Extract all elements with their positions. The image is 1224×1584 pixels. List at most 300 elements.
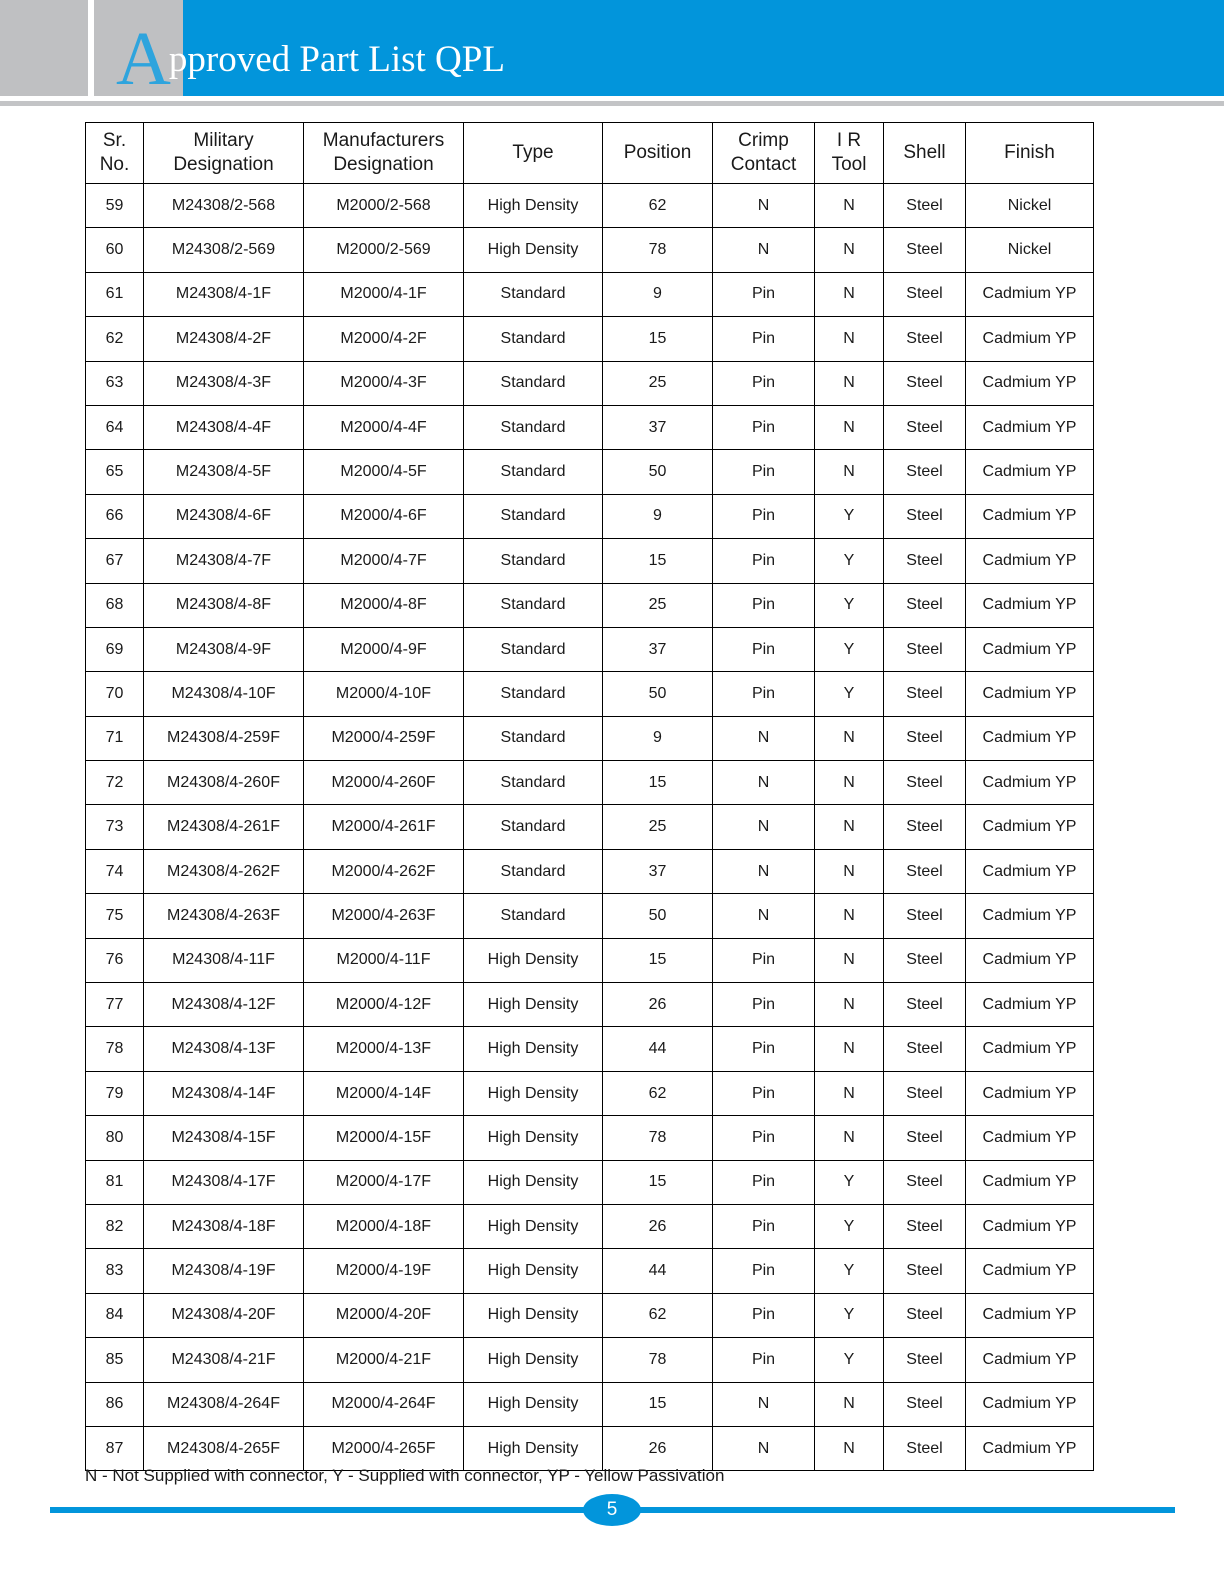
cell-military-designation: M24308/4-264F — [144, 1382, 304, 1426]
cell-type: Standard — [464, 450, 603, 494]
cell-ir-tool: N — [815, 849, 884, 893]
cell-ir-tool: Y — [815, 627, 884, 671]
cell-shell: Steel — [884, 849, 966, 893]
cell-position: 25 — [603, 583, 713, 627]
cell-military-designation: M24308/2-569 — [144, 228, 304, 272]
cell-position: 62 — [603, 1293, 713, 1337]
column-header-crimp-line2: Contact — [730, 154, 797, 175]
table-row — [86, 361, 1094, 405]
cell-finish: Nickel — [966, 184, 1094, 228]
column-header-manufacturers-line2: Designation — [333, 154, 434, 175]
cell-crimp-contact: Pin — [713, 1160, 815, 1204]
table-row — [86, 583, 1094, 627]
page-title-dropcap: A — [116, 17, 169, 101]
cell-military-designation: M24308/4-19F — [144, 1249, 304, 1293]
cell-position: 37 — [603, 849, 713, 893]
cell-shell: Steel — [884, 272, 966, 316]
cell-crimp-contact: Pin — [713, 983, 815, 1027]
cell-military-designation: M24308/4-17F — [144, 1160, 304, 1204]
cell-military-designation: M24308/4-14F — [144, 1071, 304, 1115]
cell-sr-no: 77 — [86, 983, 144, 1027]
column-header-type: Type — [464, 123, 603, 184]
cell-position: 44 — [603, 1027, 713, 1071]
cell-manufacturers-designation: M2000/4-263F — [304, 894, 464, 938]
cell-sr-no: 71 — [86, 716, 144, 760]
cell-crimp-contact: N — [713, 1382, 815, 1426]
cell-finish: Cadmium YP — [966, 1116, 1094, 1160]
cell-type: High Density — [464, 1249, 603, 1293]
cell-crimp-contact: Pin — [713, 1116, 815, 1160]
cell-military-designation: M24308/4-4F — [144, 405, 304, 449]
cell-position: 37 — [603, 405, 713, 449]
cell-sr-no: 65 — [86, 450, 144, 494]
cell-finish: Cadmium YP — [966, 761, 1094, 805]
cell-military-designation: M24308/4-260F — [144, 761, 304, 805]
cell-shell: Steel — [884, 1116, 966, 1160]
table-row — [86, 938, 1094, 982]
cell-type: Standard — [464, 317, 603, 361]
cell-crimp-contact: Pin — [713, 627, 815, 671]
cell-manufacturers-designation: M2000/4-261F — [304, 805, 464, 849]
cell-ir-tool: Y — [815, 583, 884, 627]
cell-finish: Cadmium YP — [966, 894, 1094, 938]
cell-manufacturers-designation: M2000/4-18F — [304, 1204, 464, 1248]
cell-type: Standard — [464, 272, 603, 316]
cell-shell: Steel — [884, 1027, 966, 1071]
cell-crimp-contact: Pin — [713, 317, 815, 361]
cell-sr-no: 76 — [86, 938, 144, 982]
cell-sr-no: 68 — [86, 583, 144, 627]
cell-position: 37 — [603, 627, 713, 671]
cell-type: Standard — [464, 494, 603, 538]
page-number-badge: 5 — [583, 1494, 641, 1526]
cell-manufacturers-designation: M2000/4-12F — [304, 983, 464, 1027]
cell-ir-tool: N — [815, 805, 884, 849]
cell-position: 15 — [603, 317, 713, 361]
cell-crimp-contact: Pin — [713, 1338, 815, 1382]
column-header-military-designation — [144, 123, 304, 184]
cell-manufacturers-designation: M2000/4-1F — [304, 272, 464, 316]
table-row — [86, 317, 1094, 361]
cell-shell: Steel — [884, 1293, 966, 1337]
cell-crimp-contact: N — [713, 716, 815, 760]
qpl-table-container — [85, 122, 1093, 1471]
cell-crimp-contact: Pin — [713, 405, 815, 449]
cell-shell: Steel — [884, 1071, 966, 1115]
cell-type: High Density — [464, 938, 603, 982]
cell-type: High Density — [464, 1071, 603, 1115]
table-row — [86, 1116, 1094, 1160]
column-header-military-line2: Designation — [173, 154, 274, 175]
cell-crimp-contact: Pin — [713, 1071, 815, 1115]
cell-position: 78 — [603, 1116, 713, 1160]
table-row — [86, 672, 1094, 716]
cell-shell: Steel — [884, 983, 966, 1027]
cell-type: Standard — [464, 583, 603, 627]
cell-shell: Steel — [884, 894, 966, 938]
cell-type: Standard — [464, 627, 603, 671]
cell-shell: Steel — [884, 1204, 966, 1248]
table-row — [86, 805, 1094, 849]
cell-shell: Steel — [884, 539, 966, 583]
cell-military-designation: M24308/4-20F — [144, 1293, 304, 1337]
cell-military-designation: M24308/4-261F — [144, 805, 304, 849]
cell-finish: Cadmium YP — [966, 583, 1094, 627]
table-row — [86, 228, 1094, 272]
table-row — [86, 539, 1094, 583]
cell-crimp-contact: Pin — [713, 450, 815, 494]
column-header-sr-no — [86, 123, 144, 184]
table-row — [86, 184, 1094, 228]
cell-military-designation: M24308/4-18F — [144, 1204, 304, 1248]
cell-position: 26 — [603, 1426, 713, 1470]
cell-type: High Density — [464, 1116, 603, 1160]
cell-shell: Steel — [884, 761, 966, 805]
cell-ir-tool: N — [815, 228, 884, 272]
cell-finish: Cadmium YP — [966, 539, 1094, 583]
cell-shell: Steel — [884, 1338, 966, 1382]
cell-shell: Steel — [884, 1160, 966, 1204]
cell-manufacturers-designation: M2000/4-11F — [304, 938, 464, 982]
column-header-finish: Finish — [966, 123, 1094, 184]
cell-crimp-contact: N — [713, 805, 815, 849]
cell-type: Standard — [464, 361, 603, 405]
column-header-shell: Shell — [884, 123, 966, 184]
cell-manufacturers-designation: M2000/4-13F — [304, 1027, 464, 1071]
cell-manufacturers-designation: M2000/4-4F — [304, 405, 464, 449]
cell-sr-no: 69 — [86, 627, 144, 671]
cell-shell: Steel — [884, 361, 966, 405]
table-row — [86, 1426, 1094, 1470]
cell-crimp-contact: Pin — [713, 494, 815, 538]
cell-finish: Cadmium YP — [966, 1426, 1094, 1470]
cell-manufacturers-designation: M2000/4-262F — [304, 849, 464, 893]
cell-ir-tool: Y — [815, 1204, 884, 1248]
cell-military-designation: M24308/4-6F — [144, 494, 304, 538]
cell-type: Standard — [464, 805, 603, 849]
cell-position: 26 — [603, 983, 713, 1027]
cell-ir-tool: N — [815, 716, 884, 760]
cell-shell: Steel — [884, 1382, 966, 1426]
cell-manufacturers-designation: M2000/4-15F — [304, 1116, 464, 1160]
cell-position: 15 — [603, 1382, 713, 1426]
cell-finish: Cadmium YP — [966, 938, 1094, 982]
cell-finish: Cadmium YP — [966, 716, 1094, 760]
column-header-crimp-contact — [713, 123, 815, 184]
cell-military-designation: M24308/4-9F — [144, 627, 304, 671]
cell-finish: Cadmium YP — [966, 627, 1094, 671]
cell-ir-tool: Y — [815, 494, 884, 538]
table-header — [86, 123, 1094, 184]
cell-finish: Cadmium YP — [966, 361, 1094, 405]
cell-ir-tool: N — [815, 938, 884, 982]
table-row — [86, 405, 1094, 449]
cell-military-designation: M24308/4-12F — [144, 983, 304, 1027]
cell-manufacturers-designation: M2000/4-3F — [304, 361, 464, 405]
cell-position: 9 — [603, 494, 713, 538]
cell-crimp-contact: Pin — [713, 1293, 815, 1337]
table-row — [86, 1249, 1094, 1293]
cell-ir-tool: N — [815, 272, 884, 316]
cell-military-designation: M24308/4-265F — [144, 1426, 304, 1470]
cell-finish: Cadmium YP — [966, 1293, 1094, 1337]
table-row — [86, 1204, 1094, 1248]
column-header-manufacturers-designation — [304, 123, 464, 184]
cell-position: 26 — [603, 1204, 713, 1248]
cell-finish: Cadmium YP — [966, 849, 1094, 893]
cell-sr-no: 83 — [86, 1249, 144, 1293]
cell-position: 44 — [603, 1249, 713, 1293]
cell-ir-tool: Y — [815, 1160, 884, 1204]
cell-shell: Steel — [884, 716, 966, 760]
cell-type: High Density — [464, 1338, 603, 1382]
cell-position: 15 — [603, 938, 713, 982]
cell-manufacturers-designation: M2000/2-568 — [304, 184, 464, 228]
cell-military-designation: M24308/4-7F — [144, 539, 304, 583]
cell-crimp-contact: N — [713, 894, 815, 938]
table-row — [86, 1338, 1094, 1382]
cell-position: 15 — [603, 539, 713, 583]
cell-position: 15 — [603, 761, 713, 805]
cell-manufacturers-designation: M2000/4-17F — [304, 1160, 464, 1204]
cell-shell: Steel — [884, 1426, 966, 1470]
cell-finish: Cadmium YP — [966, 494, 1094, 538]
cell-military-designation: M24308/4-21F — [144, 1338, 304, 1382]
cell-position: 50 — [603, 894, 713, 938]
cell-shell: Steel — [884, 228, 966, 272]
cell-type: Standard — [464, 405, 603, 449]
cell-type: Standard — [464, 716, 603, 760]
cell-crimp-contact: Pin — [713, 1249, 815, 1293]
column-header-military-line1: Military — [193, 130, 254, 151]
cell-military-designation: M24308/4-10F — [144, 672, 304, 716]
cell-ir-tool: N — [815, 1426, 884, 1470]
cell-manufacturers-designation: M2000/4-9F — [304, 627, 464, 671]
cell-position: 25 — [603, 805, 713, 849]
table-row — [86, 494, 1094, 538]
cell-military-designation: M24308/4-263F — [144, 894, 304, 938]
cell-sr-no: 62 — [86, 317, 144, 361]
cell-manufacturers-designation: M2000/4-19F — [304, 1249, 464, 1293]
cell-type: High Density — [464, 1293, 603, 1337]
column-header-position: Position — [603, 123, 713, 184]
cell-military-designation: M24308/4-15F — [144, 1116, 304, 1160]
cell-ir-tool: Y — [815, 1249, 884, 1293]
cell-crimp-contact: Pin — [713, 1027, 815, 1071]
cell-finish: Cadmium YP — [966, 272, 1094, 316]
cell-shell: Steel — [884, 450, 966, 494]
cell-manufacturers-designation: M2000/4-7F — [304, 539, 464, 583]
cell-manufacturers-designation: M2000/2-569 — [304, 228, 464, 272]
cell-sr-no: 79 — [86, 1071, 144, 1115]
table-row — [86, 1027, 1094, 1071]
cell-ir-tool: N — [815, 1116, 884, 1160]
cell-finish: Nickel — [966, 228, 1094, 272]
cell-military-designation: M24308/4-259F — [144, 716, 304, 760]
cell-finish: Cadmium YP — [966, 672, 1094, 716]
cell-military-designation: M24308/4-1F — [144, 272, 304, 316]
cell-ir-tool: N — [815, 405, 884, 449]
cell-sr-no: 60 — [86, 228, 144, 272]
cell-ir-tool: N — [815, 1382, 884, 1426]
cell-ir-tool: N — [815, 1071, 884, 1115]
cell-position: 9 — [603, 716, 713, 760]
cell-manufacturers-designation: M2000/4-2F — [304, 317, 464, 361]
cell-manufacturers-designation: M2000/4-8F — [304, 583, 464, 627]
table-row — [86, 761, 1094, 805]
cell-ir-tool: Y — [815, 1293, 884, 1337]
cell-sr-no: 81 — [86, 1160, 144, 1204]
cell-manufacturers-designation: M2000/4-259F — [304, 716, 464, 760]
cell-type: Standard — [464, 894, 603, 938]
cell-type: Standard — [464, 672, 603, 716]
cell-shell: Steel — [884, 1249, 966, 1293]
cell-military-designation: M24308/4-13F — [144, 1027, 304, 1071]
cell-military-designation: M24308/4-262F — [144, 849, 304, 893]
cell-shell: Steel — [884, 938, 966, 982]
cell-sr-no: 63 — [86, 361, 144, 405]
table-header-row — [86, 123, 1094, 184]
legend-footnote: N - Not Supplied with connector, Y - Supplied with connector, YP - Yellow Passivation — [85, 1466, 725, 1485]
cell-manufacturers-designation: M2000/4-260F — [304, 761, 464, 805]
cell-sr-no: 84 — [86, 1293, 144, 1337]
cell-position: 9 — [603, 272, 713, 316]
cell-ir-tool: N — [815, 361, 884, 405]
cell-crimp-contact: N — [713, 1426, 815, 1470]
page-title-rest: pproved Part List QPL — [168, 39, 505, 80]
column-header-manufacturers-line1: Manufacturers — [322, 130, 445, 151]
cell-position: 62 — [603, 184, 713, 228]
cell-ir-tool: Y — [815, 1338, 884, 1382]
column-header-crimp-line1: Crimp — [738, 130, 789, 151]
cell-crimp-contact: Pin — [713, 539, 815, 583]
cell-shell: Steel — [884, 805, 966, 849]
cell-type: Standard — [464, 849, 603, 893]
cell-sr-no: 75 — [86, 894, 144, 938]
cell-type: Standard — [464, 539, 603, 583]
cell-military-designation: M24308/4-3F — [144, 361, 304, 405]
cell-sr-no: 59 — [86, 184, 144, 228]
cell-crimp-contact: N — [713, 228, 815, 272]
cell-sr-no: 70 — [86, 672, 144, 716]
cell-ir-tool: N — [815, 450, 884, 494]
table-row — [86, 849, 1094, 893]
cell-manufacturers-designation: M2000/4-6F — [304, 494, 464, 538]
cell-ir-tool: N — [815, 983, 884, 1027]
table-row — [86, 894, 1094, 938]
table-row — [86, 1382, 1094, 1426]
cell-sr-no: 74 — [86, 849, 144, 893]
table-row — [86, 450, 1094, 494]
header-gray-block-left — [0, 0, 88, 96]
cell-finish: Cadmium YP — [966, 1249, 1094, 1293]
cell-finish: Cadmium YP — [966, 1160, 1094, 1204]
cell-military-designation: M24308/4-2F — [144, 317, 304, 361]
cell-crimp-contact: Pin — [713, 361, 815, 405]
column-header-ir-line2: Tool — [831, 154, 867, 175]
column-header-sr-no-line2: No. — [99, 154, 130, 175]
cell-crimp-contact: N — [713, 849, 815, 893]
page-title — [116, 8, 1016, 101]
cell-sr-no: 87 — [86, 1426, 144, 1470]
cell-shell: Steel — [884, 317, 966, 361]
cell-position: 78 — [603, 228, 713, 272]
cell-crimp-contact: Pin — [713, 938, 815, 982]
cell-ir-tool: N — [815, 894, 884, 938]
column-header-sr-no-line1: Sr. — [102, 130, 127, 151]
cell-position: 15 — [603, 1160, 713, 1204]
cell-finish: Cadmium YP — [966, 1027, 1094, 1071]
cell-manufacturers-designation: M2000/4-265F — [304, 1426, 464, 1470]
cell-manufacturers-designation: M2000/4-10F — [304, 672, 464, 716]
cell-finish: Cadmium YP — [966, 1204, 1094, 1248]
approved-part-list-table — [85, 122, 1094, 1471]
cell-sr-no: 73 — [86, 805, 144, 849]
cell-type: Standard — [464, 761, 603, 805]
cell-shell: Steel — [884, 494, 966, 538]
cell-finish: Cadmium YP — [966, 805, 1094, 849]
cell-finish: Cadmium YP — [966, 1338, 1094, 1382]
cell-crimp-contact: Pin — [713, 272, 815, 316]
cell-sr-no: 72 — [86, 761, 144, 805]
cell-position: 78 — [603, 1338, 713, 1382]
cell-type: High Density — [464, 983, 603, 1027]
cell-finish: Cadmium YP — [966, 405, 1094, 449]
cell-crimp-contact: Pin — [713, 1204, 815, 1248]
cell-military-designation: M24308/2-568 — [144, 184, 304, 228]
cell-sr-no: 78 — [86, 1027, 144, 1071]
cell-military-designation: M24308/4-8F — [144, 583, 304, 627]
cell-type: High Density — [464, 1027, 603, 1071]
cell-position: 50 — [603, 672, 713, 716]
cell-position: 25 — [603, 361, 713, 405]
cell-sr-no: 85 — [86, 1338, 144, 1382]
cell-sr-no: 82 — [86, 1204, 144, 1248]
table-row — [86, 1293, 1094, 1337]
cell-shell: Steel — [884, 627, 966, 671]
cell-finish: Cadmium YP — [966, 450, 1094, 494]
cell-ir-tool: Y — [815, 539, 884, 583]
cell-position: 50 — [603, 450, 713, 494]
table-row — [86, 1071, 1094, 1115]
header-divider-rule — [0, 101, 1224, 106]
cell-manufacturers-designation: M2000/4-21F — [304, 1338, 464, 1382]
cell-type: High Density — [464, 228, 603, 272]
cell-military-designation: M24308/4-11F — [144, 938, 304, 982]
cell-sr-no: 66 — [86, 494, 144, 538]
cell-shell: Steel — [884, 583, 966, 627]
cell-ir-tool: N — [815, 184, 884, 228]
cell-ir-tool: N — [815, 1027, 884, 1071]
cell-type: High Density — [464, 1382, 603, 1426]
cell-crimp-contact: Pin — [713, 672, 815, 716]
cell-manufacturers-designation: M2000/4-20F — [304, 1293, 464, 1337]
cell-ir-tool: N — [815, 317, 884, 361]
cell-shell: Steel — [884, 184, 966, 228]
cell-sr-no: 86 — [86, 1382, 144, 1426]
cell-sr-no: 64 — [86, 405, 144, 449]
cell-crimp-contact: N — [713, 761, 815, 805]
cell-type: High Density — [464, 1204, 603, 1248]
cell-type: High Density — [464, 1426, 603, 1470]
cell-finish: Cadmium YP — [966, 983, 1094, 1027]
cell-type: High Density — [464, 1160, 603, 1204]
table-row — [86, 716, 1094, 760]
cell-position: 62 — [603, 1071, 713, 1115]
cell-ir-tool: Y — [815, 672, 884, 716]
table-row — [86, 272, 1094, 316]
cell-manufacturers-designation: M2000/4-14F — [304, 1071, 464, 1115]
